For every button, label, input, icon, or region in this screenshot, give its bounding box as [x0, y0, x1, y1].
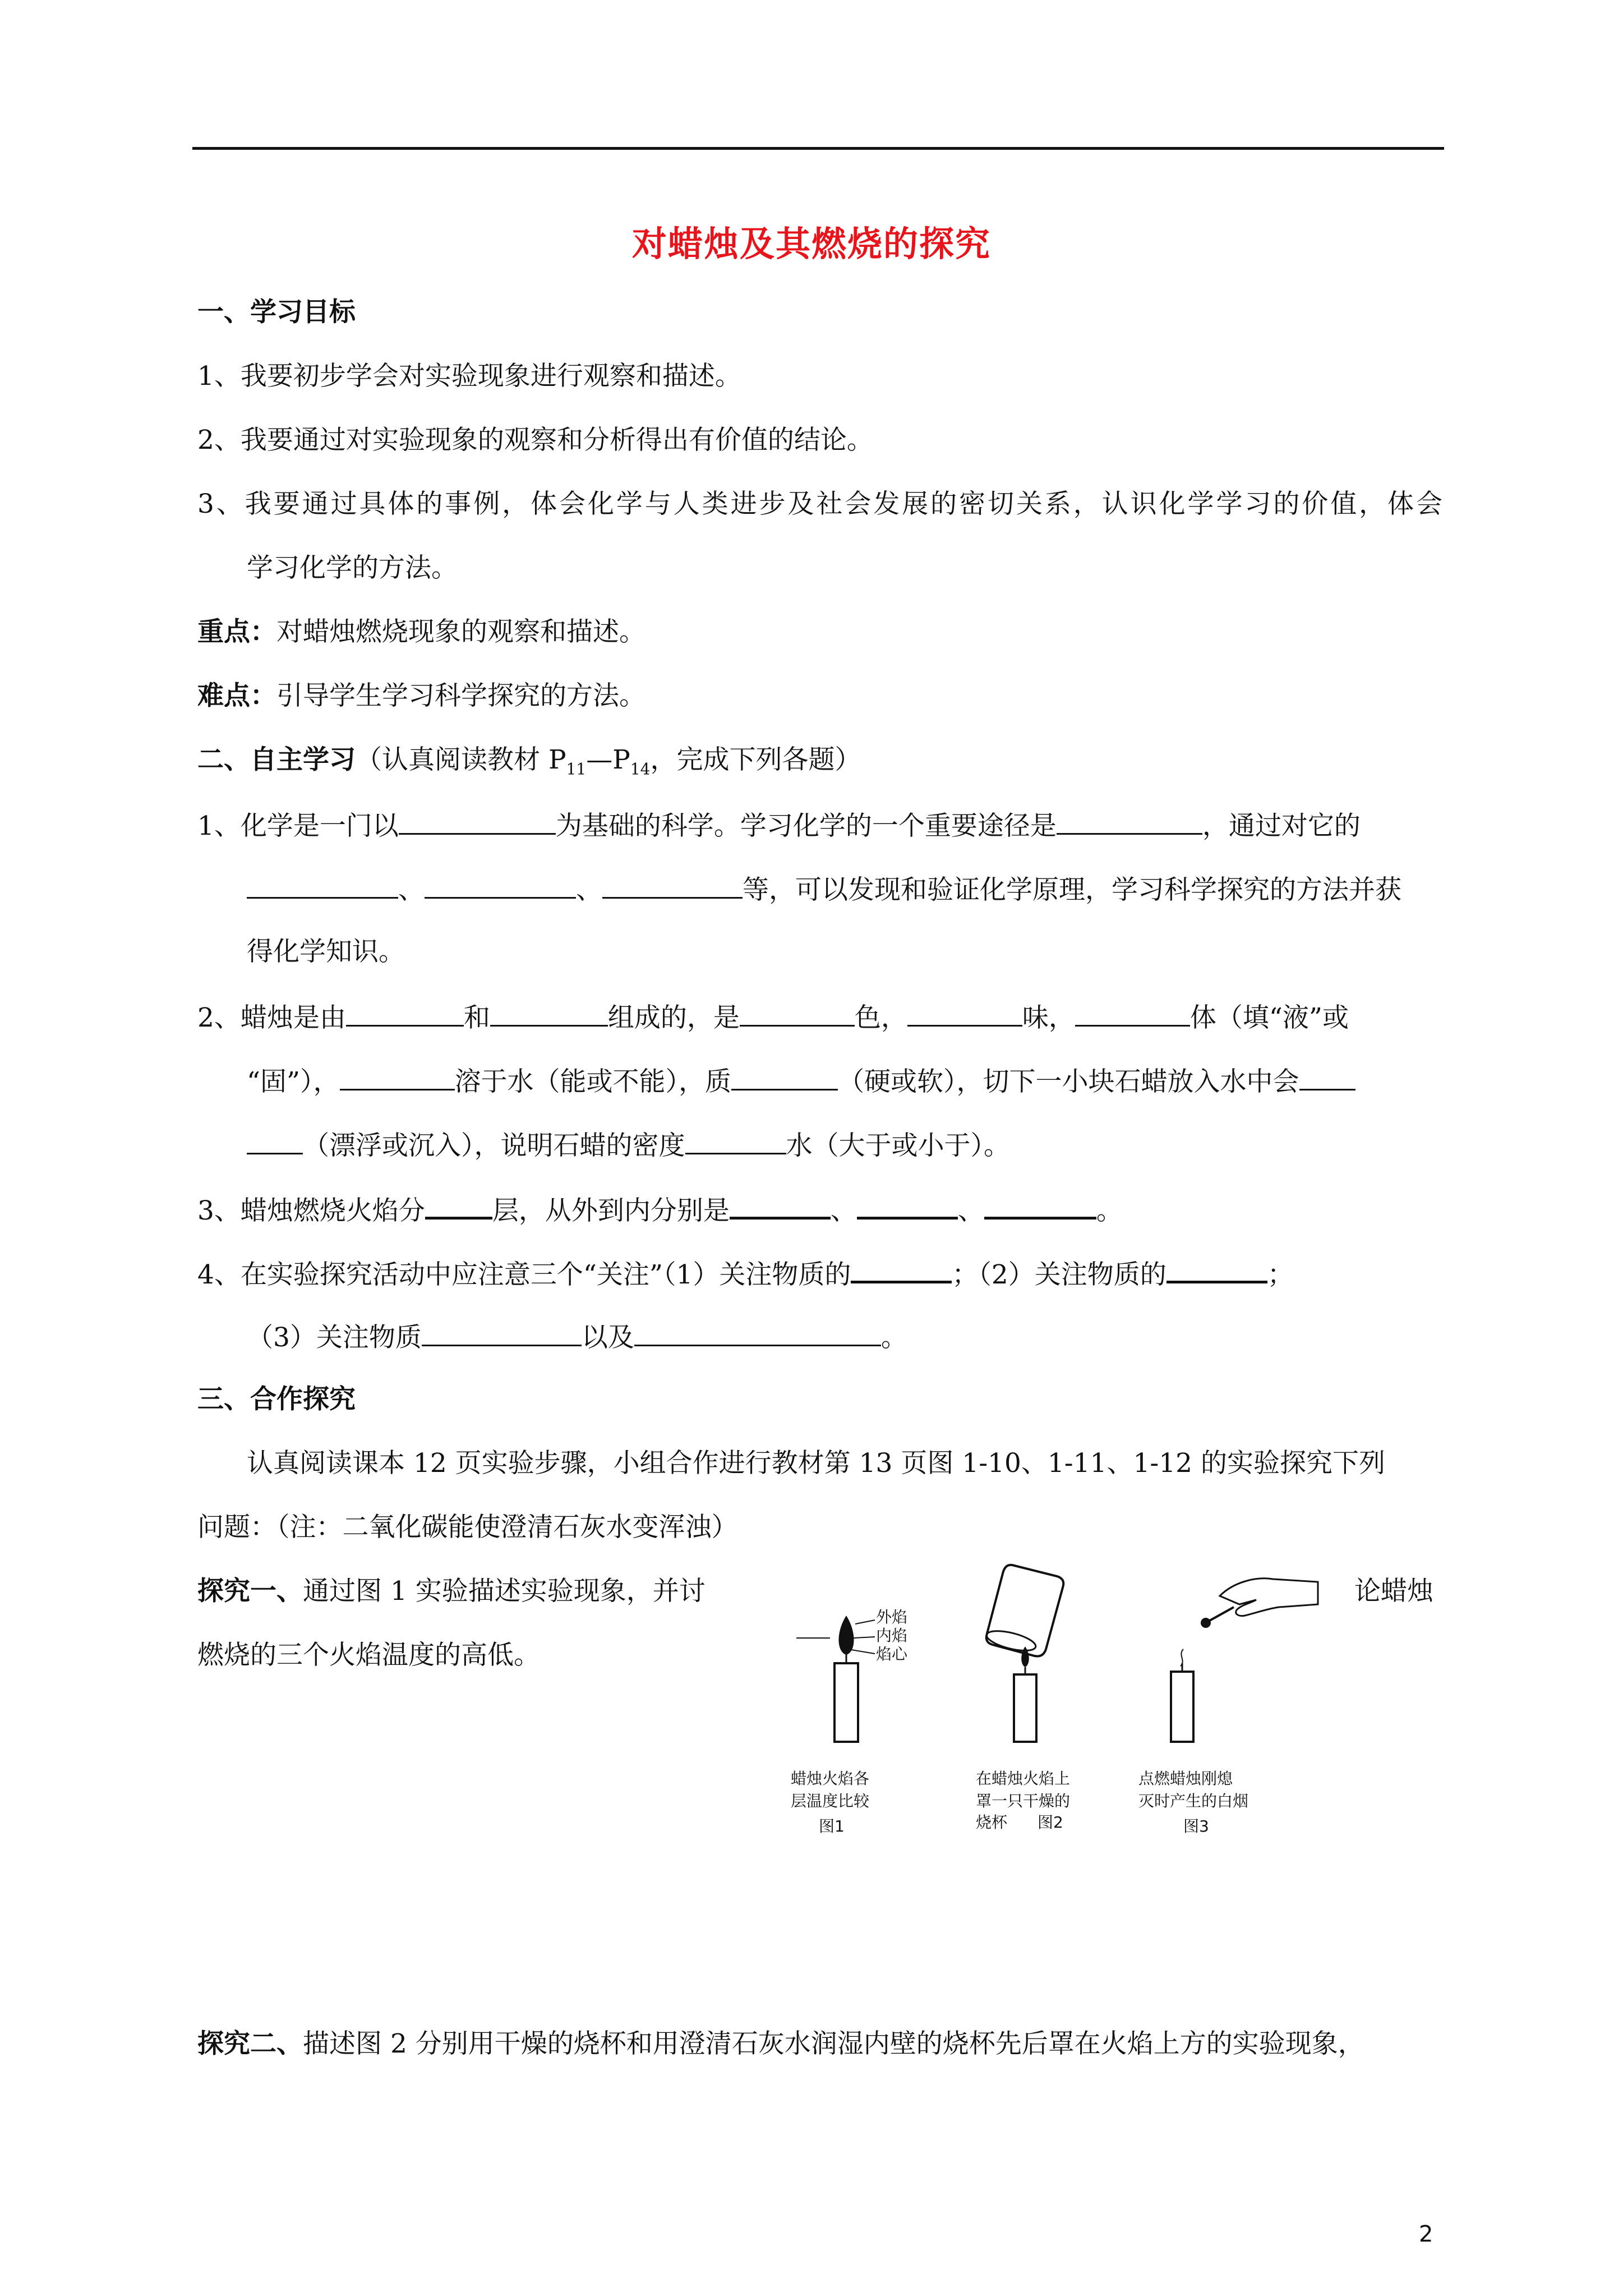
fill-blank[interactable] — [857, 1194, 958, 1220]
question-1-line-1: 1、化学是一门以 为基础的科学。学习化学的一个重要途径是 ，通过对它的 — [197, 811, 1361, 841]
question-3: 3、蜡烛燃烧火焰分 层，从外到内分别是 、 、 。 — [197, 1195, 1123, 1226]
section-heading-self-study — [197, 744, 861, 779]
question-4-line-2: （3）关注物质 以及 。 — [247, 1322, 907, 1353]
caption-1b: 层温度比较 — [791, 1792, 870, 1810]
label-flame-core: 焰心 — [876, 1645, 908, 1663]
section-heading-goals: 一、学习目标 — [197, 297, 356, 328]
fill-blank[interactable] — [346, 1002, 464, 1027]
fill-blank[interactable] — [1057, 811, 1202, 835]
explore-2-label: 探究二、 — [197, 2028, 303, 2059]
cooperative-intro-2: 问题：（注：二氧化碳能使澄清石灰水变浑浊） — [197, 1512, 738, 1543]
explore-2-line-1: 探究二、描述图 2 分别用干燥的烧杯和用澄清石灰水润湿内壁的烧杯先后罩在火焰上方的实验现象， — [197, 2028, 1364, 2059]
caption-2a: 在蜡烛火焰上 — [976, 1769, 1071, 1788]
key-text: 对蜡烛燃烧现象的观察和描述。 — [276, 616, 645, 647]
fill-blank[interactable] — [984, 1194, 1096, 1220]
difficult-text: 引导学生学习科学探究的方法。 — [276, 680, 645, 711]
header-rule — [192, 147, 1444, 150]
figure-2-candle-beaker — [976, 1565, 1070, 1832]
label-inner-flame: 内焰 — [876, 1626, 908, 1645]
figure-1-label: 图1 — [819, 1817, 845, 1835]
fill-blank[interactable] — [740, 1002, 855, 1027]
fill-blank[interactable] — [425, 875, 576, 899]
fill-blank[interactable] — [730, 1194, 831, 1220]
fill-blank[interactable] — [1166, 1258, 1267, 1283]
fill-blank[interactable] — [247, 875, 398, 899]
figure-3-white-smoke — [1138, 1579, 1318, 1835]
question-2-line-3: （漂浮或沉入），说明石蜡的密度 水（大于或小于）。 — [247, 1130, 1010, 1159]
question-4-line-1: 4、在实验探究活动中应注意三个“关注”（1）关注物质的 ；（2）关注物质的 ； — [197, 1259, 1294, 1290]
question-2-line-1: 2、蜡烛是由 和 组成的，是 色， 味， 体（填“液”或 — [197, 1002, 1349, 1033]
goal-item-2: 2、我要通过对实验现象的观察和分析得出有价值的结论。 — [197, 425, 873, 455]
fill-blank[interactable] — [422, 1322, 582, 1346]
goal-item-3: 3、我要通过具体的事例，体会化学与人类进步及社会发展的密切关系，认识化学学习的价值，体会 — [197, 489, 1442, 519]
key-label: 重点： — [197, 616, 276, 647]
page-title: 对蜡烛及其燃烧的探究 — [631, 223, 991, 264]
page-number: 2 — [1419, 2221, 1433, 2247]
fill-blank[interactable] — [425, 1194, 492, 1220]
goal-item-3-cont: 学习化学的方法。 — [247, 553, 458, 583]
fill-blank[interactable] — [1075, 1002, 1190, 1027]
label-outer-flame: 外焰 — [876, 1608, 908, 1626]
self-study-heading: 二、自主学习 — [197, 744, 356, 775]
fill-blank[interactable] — [602, 875, 743, 899]
caption-1a: 蜡烛火焰各 — [791, 1769, 870, 1788]
explore-1-line-2: 燃烧的三个火焰温度的高低。 — [197, 1640, 540, 1671]
caption-3a: 点燃蜡烛刚熄 — [1138, 1769, 1233, 1788]
caption-2b: 罩一只干燥的 — [976, 1792, 1071, 1810]
fill-blank[interactable] — [340, 1066, 455, 1091]
figure-1-candle — [791, 1608, 908, 1835]
section-heading-cooperative: 三、合作探究 — [197, 1384, 356, 1415]
question-1-line-2: 、 、 等，可以发现和验证化学原理，学习科学探究的方法并获 — [247, 875, 1401, 903]
question-1-line-3: 得化学知识。 — [247, 936, 405, 967]
fill-blank[interactable] — [490, 1002, 608, 1027]
explore-1-line-1: 探究一、通过图 1 实验描述实验现象，并讨 — [197, 1576, 706, 1607]
fill-blank[interactable] — [399, 811, 556, 835]
fill-blank[interactable] — [1299, 1066, 1355, 1091]
fill-blank[interactable] — [247, 1130, 303, 1154]
fill-blank[interactable] — [685, 1130, 786, 1154]
cooperative-intro-1: 认真阅读课本 12 页实验步骤，小组合作进行教材第 13 页图 1-10、1-11、1-12 的实验探究下列 — [247, 1448, 1386, 1479]
figure-2-label: 图2 — [1038, 1813, 1063, 1832]
difficult-label: 难点： — [197, 680, 276, 711]
fill-blank[interactable] — [907, 1002, 1022, 1027]
goal-item-1: 1、我要初步学会对实验现象进行观察和描述。 — [197, 361, 741, 392]
self-study-note: （认真阅读教材 $P_{11}—P_{14}$，完成下列各题） — [356, 744, 861, 779]
fill-blank[interactable] — [731, 1066, 838, 1091]
explore-1-line-1-end: 论蜡烛 — [1354, 1576, 1433, 1607]
question-2-line-2: “固”）， 溶于水（能或不能），质 （硬或软），切下一小块石蜡放入水中会 — [247, 1066, 1355, 1095]
caption-2c: 烧杯 — [976, 1813, 1008, 1832]
difficult-point — [197, 680, 645, 711]
explore-1-label: 探究一、 — [197, 1576, 303, 1607]
figure-3-label: 图3 — [1183, 1817, 1209, 1835]
key-point — [197, 616, 645, 647]
candle-experiment-figure — [791, 1559, 1329, 1862]
fill-blank[interactable] — [851, 1258, 952, 1283]
fill-blank[interactable] — [634, 1322, 881, 1346]
caption-3b: 灭时产生的白烟 — [1138, 1792, 1249, 1810]
